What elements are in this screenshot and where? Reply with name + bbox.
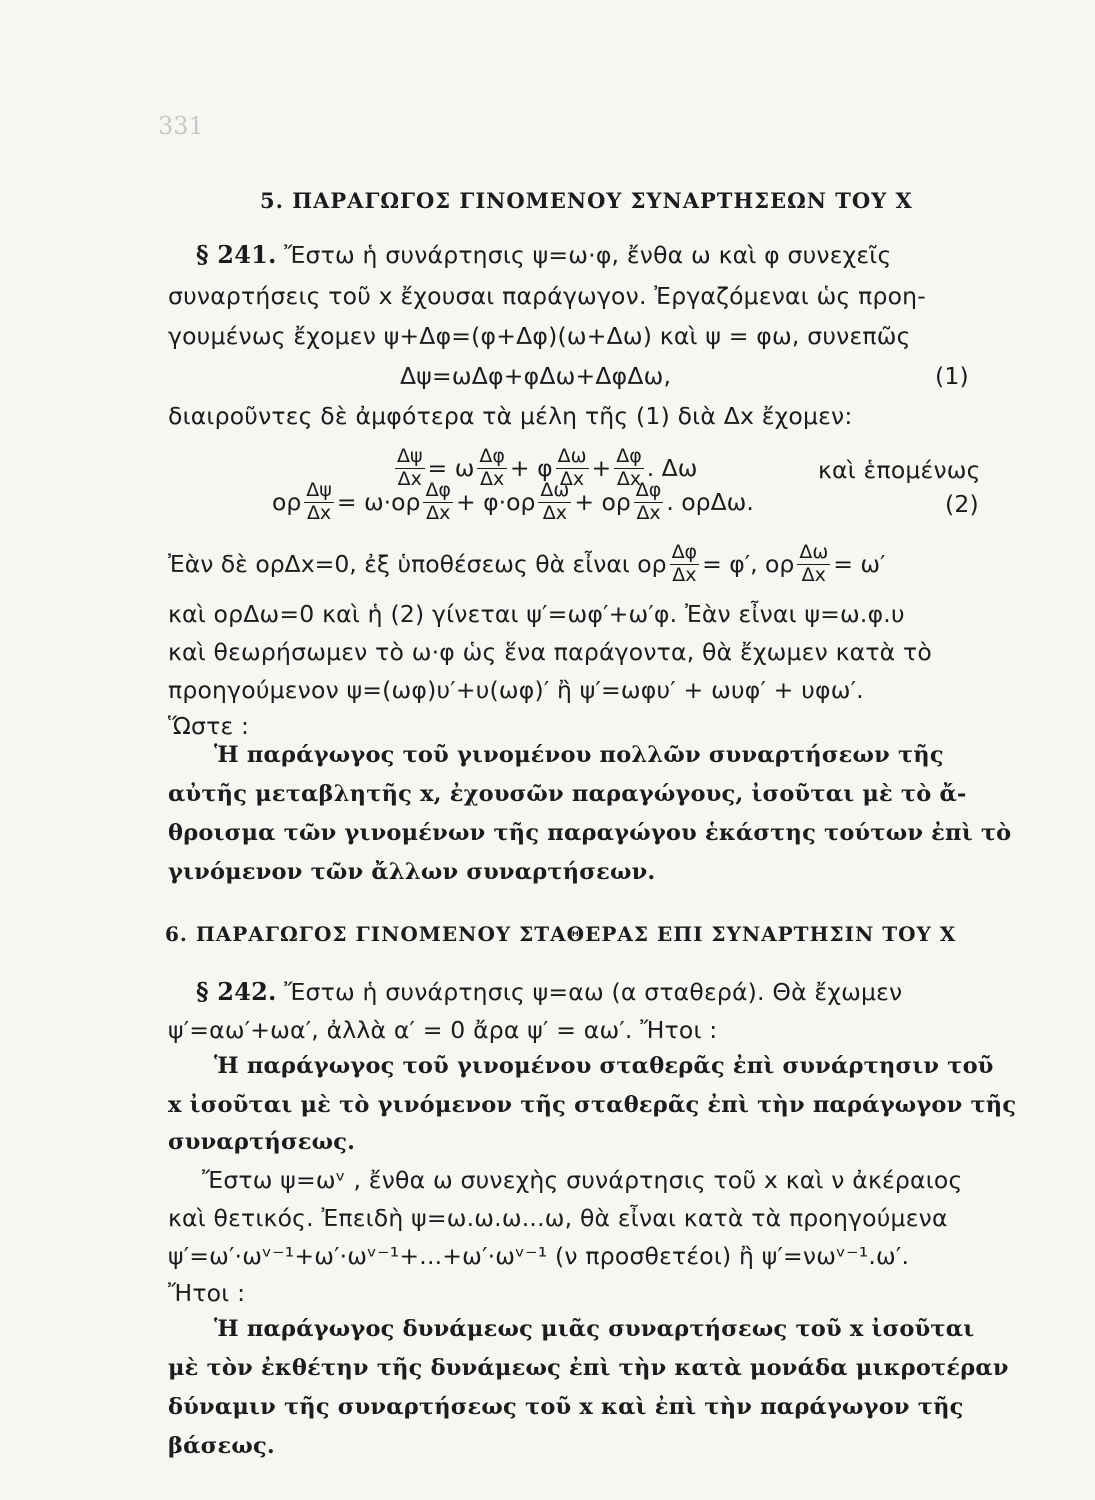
fraction (304, 478, 334, 524)
section-5-line-5: καὶ ορΔω=0 καὶ ἡ (2) γίνεται ψ′=ωφ′+ω′φ. Ἐὰν εἶναι ψ=ω.φ.υ (168, 600, 905, 628)
rule-power-line-2: μὲ τὸν ἐκθέτην τῆς δυνάμεως ἐπὶ τὴν κατὰ μονάδα μικροτέραν (168, 1355, 1009, 1381)
fraction (538, 478, 571, 524)
equation-1: Δψ=ωΔφ+φΔω+ΔφΔω, (400, 362, 672, 390)
fraction (797, 540, 830, 586)
denominator: Δx (559, 467, 585, 490)
numerator: Δφ (671, 540, 698, 563)
section-6-line-3: Ἔστω ψ=ωᵛ , ἔνθα ω συνεχὴς συνάρτησις τοῦ x καὶ ν ἀκέραιος (202, 1166, 963, 1194)
section-5-line-1 (196, 240, 891, 269)
numerator: Δω (557, 444, 587, 467)
numerator: Δφ (616, 444, 642, 467)
rule-242-line-3: συναρτήσεως. (168, 1129, 356, 1155)
section-6-line-6: Ἤτοι : (168, 1279, 246, 1307)
denominator: Δx (616, 467, 642, 490)
fraction (670, 540, 700, 586)
rule-241-line-4: γινόμενον τῶν ἄλλων συναρτήσεων. (168, 859, 656, 885)
rule-242-line-1: Ἡ παράγωγος τοῦ γινομένου σταθερᾶς ἐπὶ συνάρτησιν τοῦ (214, 1053, 994, 1079)
denominator: Δx (672, 563, 697, 586)
denominator: Δx (426, 501, 451, 524)
eq-term: . ορΔω. (666, 488, 754, 516)
eq-term: = ω′ (833, 550, 886, 578)
numerator: Δω (799, 540, 829, 563)
equation-2-tail: καὶ ἑπομένως (818, 456, 981, 484)
rule-power-line-3: δύναμιν τῆς συναρτήσεως τοῦ x καὶ ἐπὶ τὴν παράγωγον τῆς (168, 1394, 964, 1420)
rule-241-line-2: αὐτῆς μεταβλητῆς x, ἐχουσῶν παραγώγους, ἰσοῦται μὲ τὸ ἄ- (168, 781, 967, 807)
section-6-line-1 (196, 977, 902, 1006)
fraction (634, 478, 664, 524)
section-5-heading: 5. ΠΑΡΑΓΩΓΟΣ ΓΙΝΟΜΕΝΟΥ ΣΥΝΑΡΤΗΣΕΩΝ ΤΟΥ Χ (260, 188, 913, 213)
equation-4 (168, 536, 885, 592)
section-5-line-1-text: Ἔστω ἡ συνάρτησις ψ=ω·φ, ἔνθα ω καὶ φ συνεχεῖς (284, 241, 892, 269)
section-6-line-2: ψ′=αω′+ωα′, ἀλλὰ α′ = 0 ἄρα ψ′ = αω′. Ἤτοι : (168, 1016, 718, 1044)
denominator: Δx (636, 501, 661, 524)
rule-241-line-3: θροισμα τῶν γινομένων τῆς παραγώγου ἑκάστης τούτων ἐπὶ τὸ (168, 820, 1012, 846)
equation-1-label: (1) (935, 362, 969, 390)
numerator: Δψ (306, 478, 332, 501)
rule-242-line-2: x ἰσοῦται μὲ τὸ γινόμενον τῆς σταθερᾶς ἐπὶ τὴν παράγωγον τῆς (168, 1092, 1017, 1118)
numerator: Δφ (479, 444, 505, 467)
section-5-line-3: γουμένως ἔχομεν ψ+Δφ=(φ+Δφ)(ω+Δω) καὶ ψ = φω, συνεπῶς (168, 322, 911, 350)
section-5-line-6: καὶ θεωρήσωμεν τὸ ω·φ ὡς ἕνα παράγοντα, θὰ ἔχωμεν κατὰ τὸ (168, 638, 932, 666)
eq-term: + φ (509, 454, 553, 482)
eq-term: + φ·ορ (455, 488, 536, 516)
numerator: Δω (540, 478, 570, 501)
eq-term: = φ′, ορ (702, 550, 795, 578)
eq-term: = ω·ορ (336, 488, 421, 516)
denominator: Δx (306, 501, 332, 524)
eq-term: + ορ (574, 488, 631, 516)
equation-3-label: (2) (945, 490, 979, 518)
denominator: Δx (542, 501, 567, 524)
paragraph-242-number: § 242. (196, 977, 277, 1006)
rule-power-line-1: Ἡ παράγωγος δυνάμεως μιᾶς συναρτήσεως τοῦ x ἰσοῦται (214, 1316, 975, 1342)
fraction (423, 478, 453, 524)
numerator: Δφ (635, 478, 662, 501)
eq-term: Ἐὰν δὲ ορΔx=0, ἐξ ὑποθέσεως θὰ εἶναι ορ (168, 550, 667, 578)
section-6-line-1-text: Ἔστω ἡ συνάρτησις ψ=αω (α σταθερά). Θὰ ἔχωμεν (284, 978, 903, 1006)
eq-term: + (591, 454, 612, 482)
denominator: Δx (801, 563, 826, 586)
numerator: Δφ (425, 478, 451, 501)
eq-term: = ω (427, 454, 475, 482)
rule-power-line-4: βάσεως. (168, 1433, 275, 1459)
section-6-line-5: ψ′=ω′·ωᵛ⁻¹+ω′·ωᵛ⁻¹+...+ω′·ωᵛ⁻¹ (ν προσθετέοι) ἢ ψ′=νωᵛ⁻¹.ω′. (168, 1242, 910, 1270)
paragraph-241-number: § 241. (196, 240, 277, 269)
denominator: Δx (397, 467, 422, 490)
eq-term: . Δω (646, 454, 698, 482)
rule-241-line-1: Ἡ παράγωγος τοῦ γινομένου πολλῶν συναρτήσεων τῆς (214, 742, 944, 768)
section-5-line-2: συναρτήσεις τοῦ x ἔχουσαι παράγωγον. Ἐργαζόμεναι ὡς προη- (168, 282, 926, 310)
section-5-line-8: Ὥστε : (168, 712, 250, 740)
eq-term: ορ (272, 488, 302, 516)
page-number: 331 (158, 112, 204, 140)
section-6-heading: 6. ΠΑΡΑΓΩΓΟΣ ΓΙΝΟΜΕΝΟΥ ΣΤΑΘΕΡΑΣ ΕΠΙ ΣΥΝΑΡΤΗΣΙΝ ΤΟΥ Χ (165, 922, 957, 946)
section-5-line-4: διαιροῦντες δὲ ἀμφότερα τὰ μέλη τῆς (1) διὰ Δx ἔχομεν: (168, 402, 853, 430)
section-5-line-7: προηγούμενον ψ=(ωφ)υ′+υ(ωφ)′ ἢ ψ′=ωφυ′ + ωυφ′ + υφω′. (168, 676, 864, 704)
denominator: Δx (480, 467, 505, 490)
numerator: Δψ (397, 444, 423, 467)
equation-3 (272, 474, 754, 530)
section-6-line-4: καὶ θετικός. Ἐπειδὴ ψ=ω.ω.ω...ω, θὰ εἶναι κατὰ τὰ προηγούμενα (168, 1204, 948, 1232)
